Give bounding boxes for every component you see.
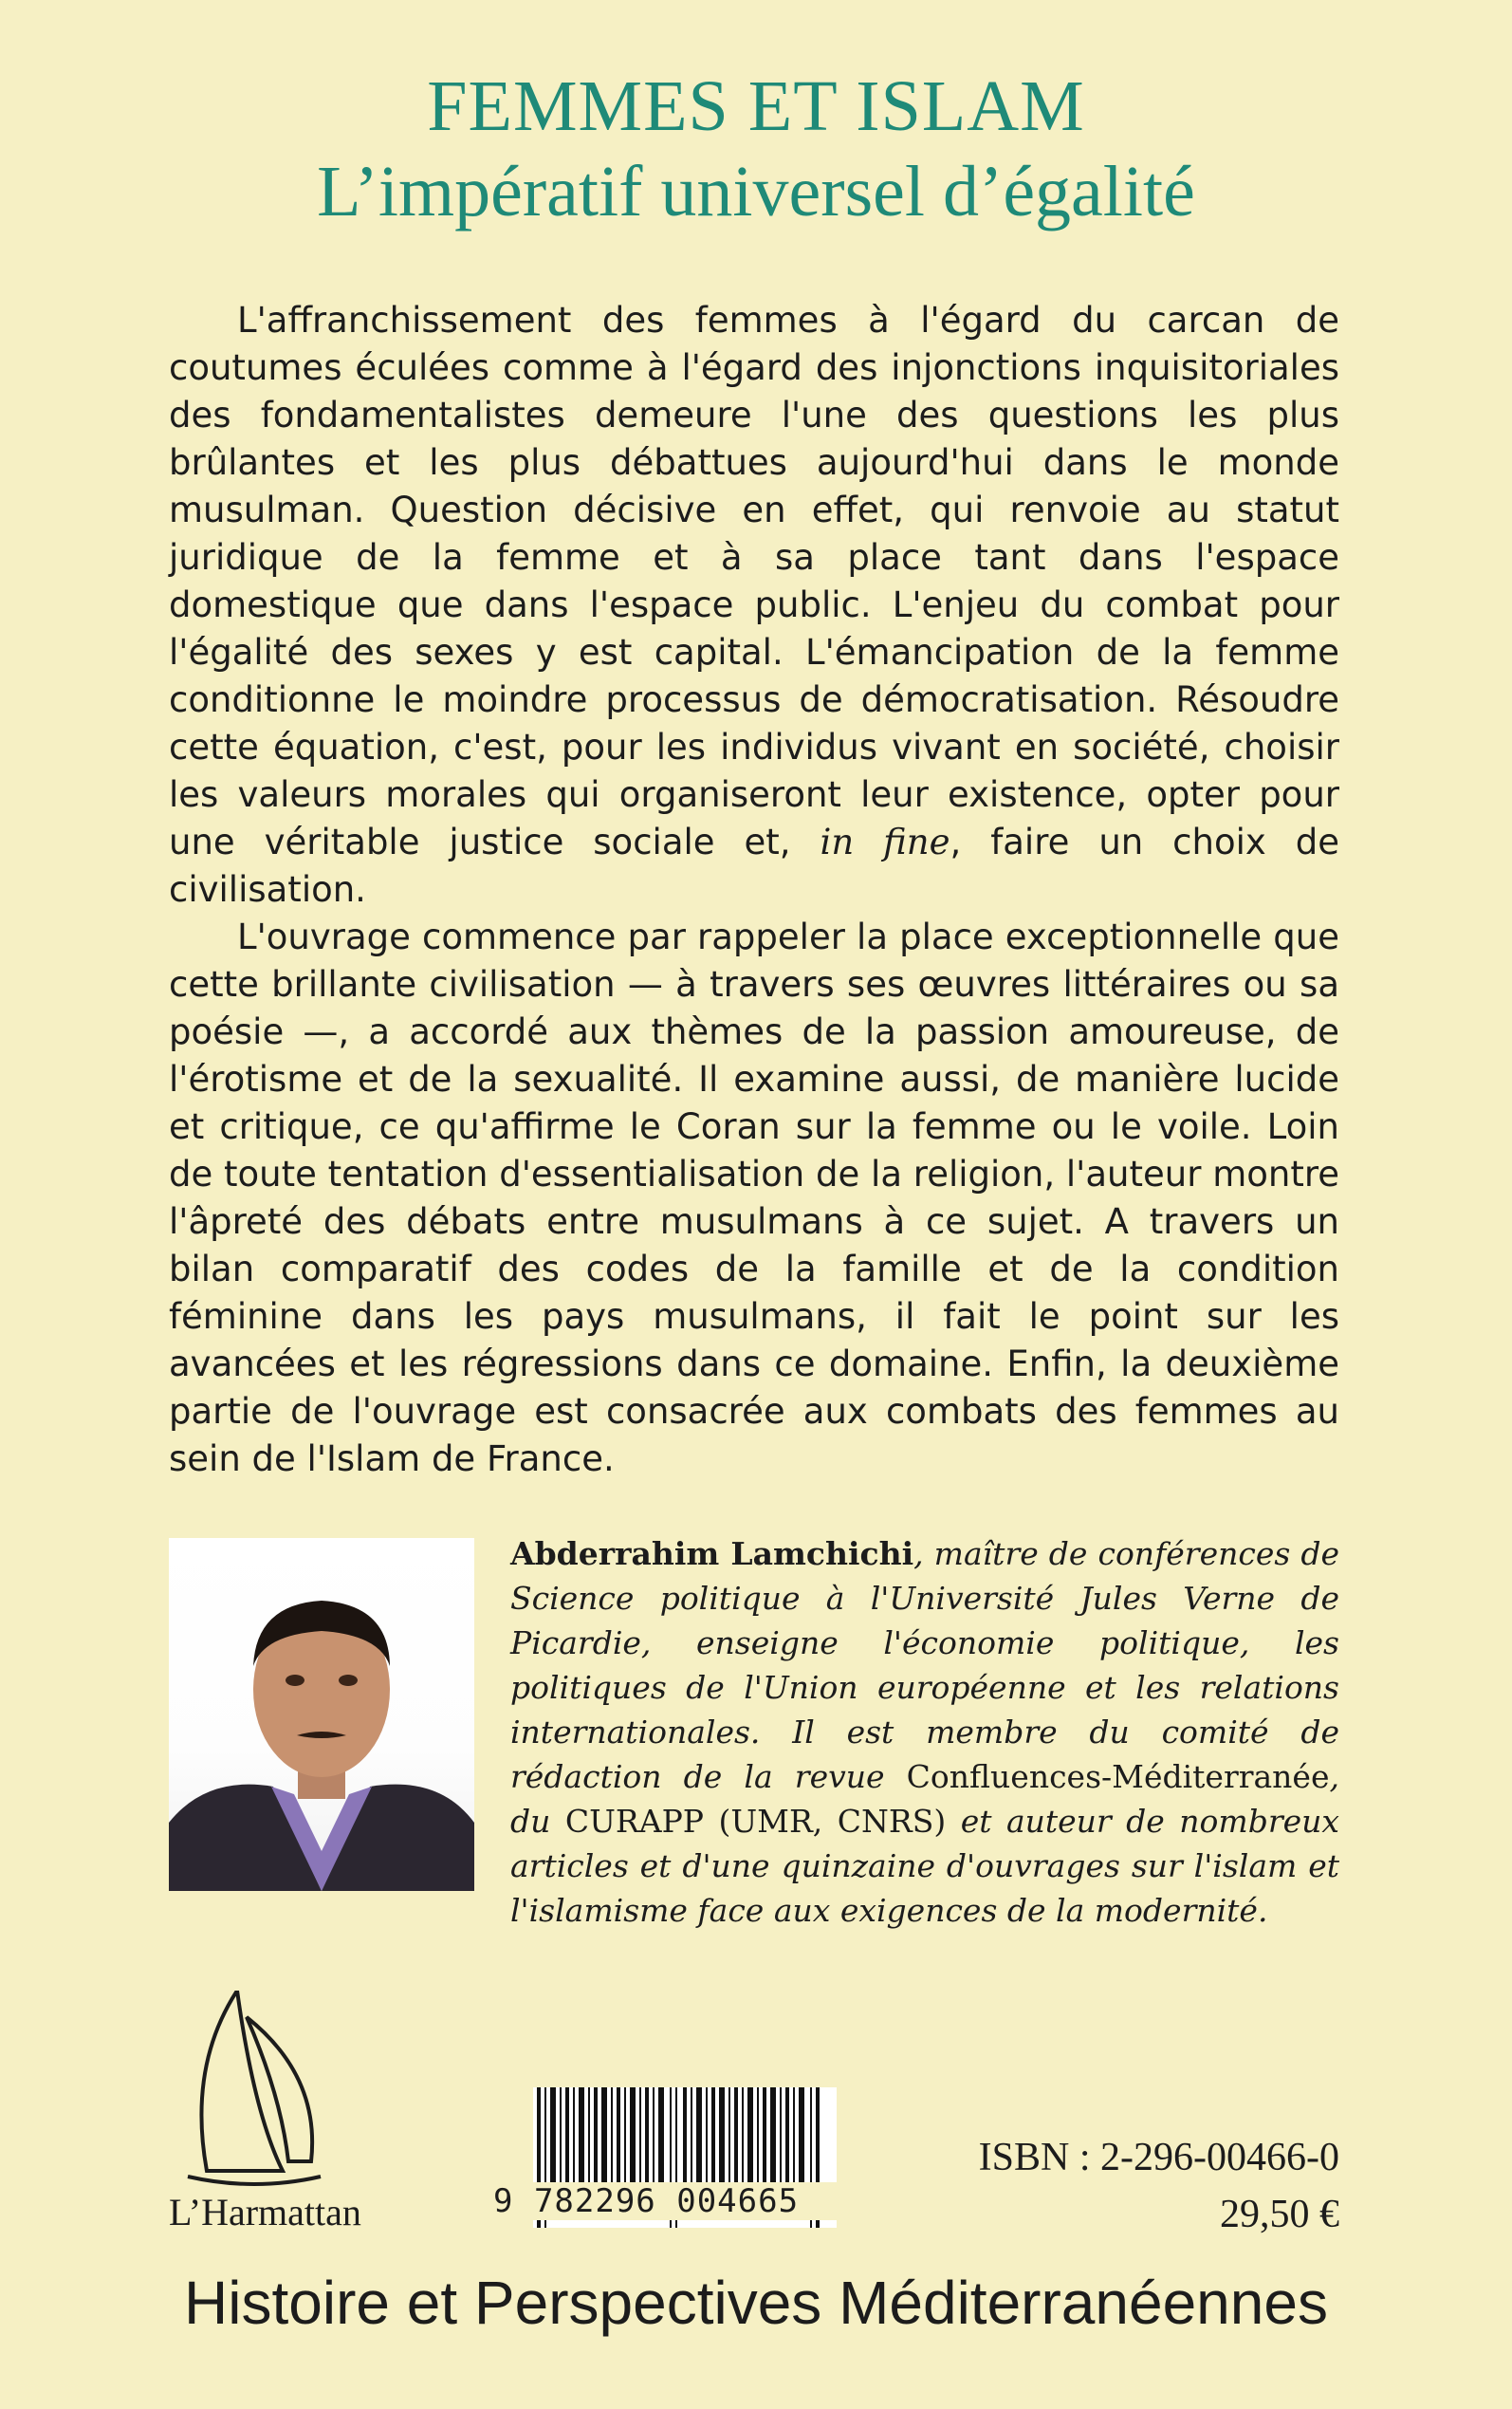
- book-title: FEMMES ET ISLAM: [427, 66, 1085, 146]
- publisher-name: L’Harmattan: [169, 2191, 361, 2233]
- author-bio-text-3: et auteur de nombreux articles et d'une quinzaine d'ouvrages sur l'islam et l'islamisme face aux exigences de la modernité.: [510, 1803, 1339, 1929]
- sailboat-icon: [169, 1991, 444, 2218]
- barcode-digits: 9 782296 004665: [493, 2182, 844, 2220]
- author-name: Abderrahim Lamchichi: [510, 1535, 914, 1572]
- author-bio-journal: Confluences-Méditerranée: [906, 1758, 1330, 1795]
- author-photo: [169, 1538, 474, 1891]
- blurb-p1-italic: in fine: [820, 822, 950, 862]
- blurb: [169, 297, 1339, 1483]
- series-name: Histoire et Perspectives Méditerranéennes: [184, 2269, 1328, 2337]
- book-subtitle: L’impératif universel d’égalité: [317, 152, 1195, 232]
- blurb-p1-text: L'affranchissement des femmes à l'égard du carcan de coutumes éculées comme à l'égard des injonctions inquisitoriales des fondamentalistes demeure l'une des questions les plus brûlantes et les plus débattues aujourd'hui dans le monde musulman. Question décisive en effet, qui renvoie au statut juridique de la femme et à sa place tant dans l'espace domestique que dans l'espace public. L'enjeu du combat pour l'égalité des sexes y est capital. L'émancipation de la femme conditionne le moindre processus de démocratisation. Résoudre cette équation, c'est, pour les individus vivant en société, choisir les valeurs morales qui organiseront leur existence, opter pour une véritable justice sociale et,: [169, 300, 1339, 862]
- author-bio-text-2: , du: [510, 1758, 1339, 1840]
- isbn: ISBN : 2-296-00466-0: [978, 2136, 1339, 2179]
- price: 29,50 €: [1220, 2193, 1339, 2236]
- author-bio-lab: CURAPP (UMR, CNRS): [564, 1803, 947, 1840]
- blurb-paragraph-2: L'ouvrage commence par rappeler la place exceptionnelle que cette brillante civilisation — à travers ses œuvres littéraires ou sa poésie —, a accordé aux thèmes de la passion amoureuse, de l'érotisme et de la sexualité. Il examine aussi, de manière lucide et critique, ce qu'affirme le Coran sur la femme ou le voile. Loin de toute tentation d'essentialisation de la religion, l'auteur montre l'âpreté des débats entre musulmans à ce sujet. A travers un bilan comparatif des codes de la famille et de la condition féminine dans les pays musulmans, il fait le point sur les avancées et les régressions dans ce domaine. Enfin, la deuxième partie de l'ouvrage est consacrée aux combats des femmes au sein de l'Islam de France.: [169, 917, 1339, 1479]
- blurb-paragraph-1: [169, 297, 1339, 914]
- author-bio: [510, 1531, 1339, 1933]
- author-portrait-icon: [169, 1538, 474, 1891]
- blurb-p1-end: , faire un choix de civilisation.: [169, 822, 1339, 910]
- title-block: [0, 65, 1512, 235]
- author-bio-text: , maître de conférences de Science politique à l'Université Jules Verne de Picardie, enseigne l'économie politique, les politiques de l'Union européenne et les relations internationales. Il est membre du comité de rédaction de la revue: [510, 1535, 1339, 1795]
